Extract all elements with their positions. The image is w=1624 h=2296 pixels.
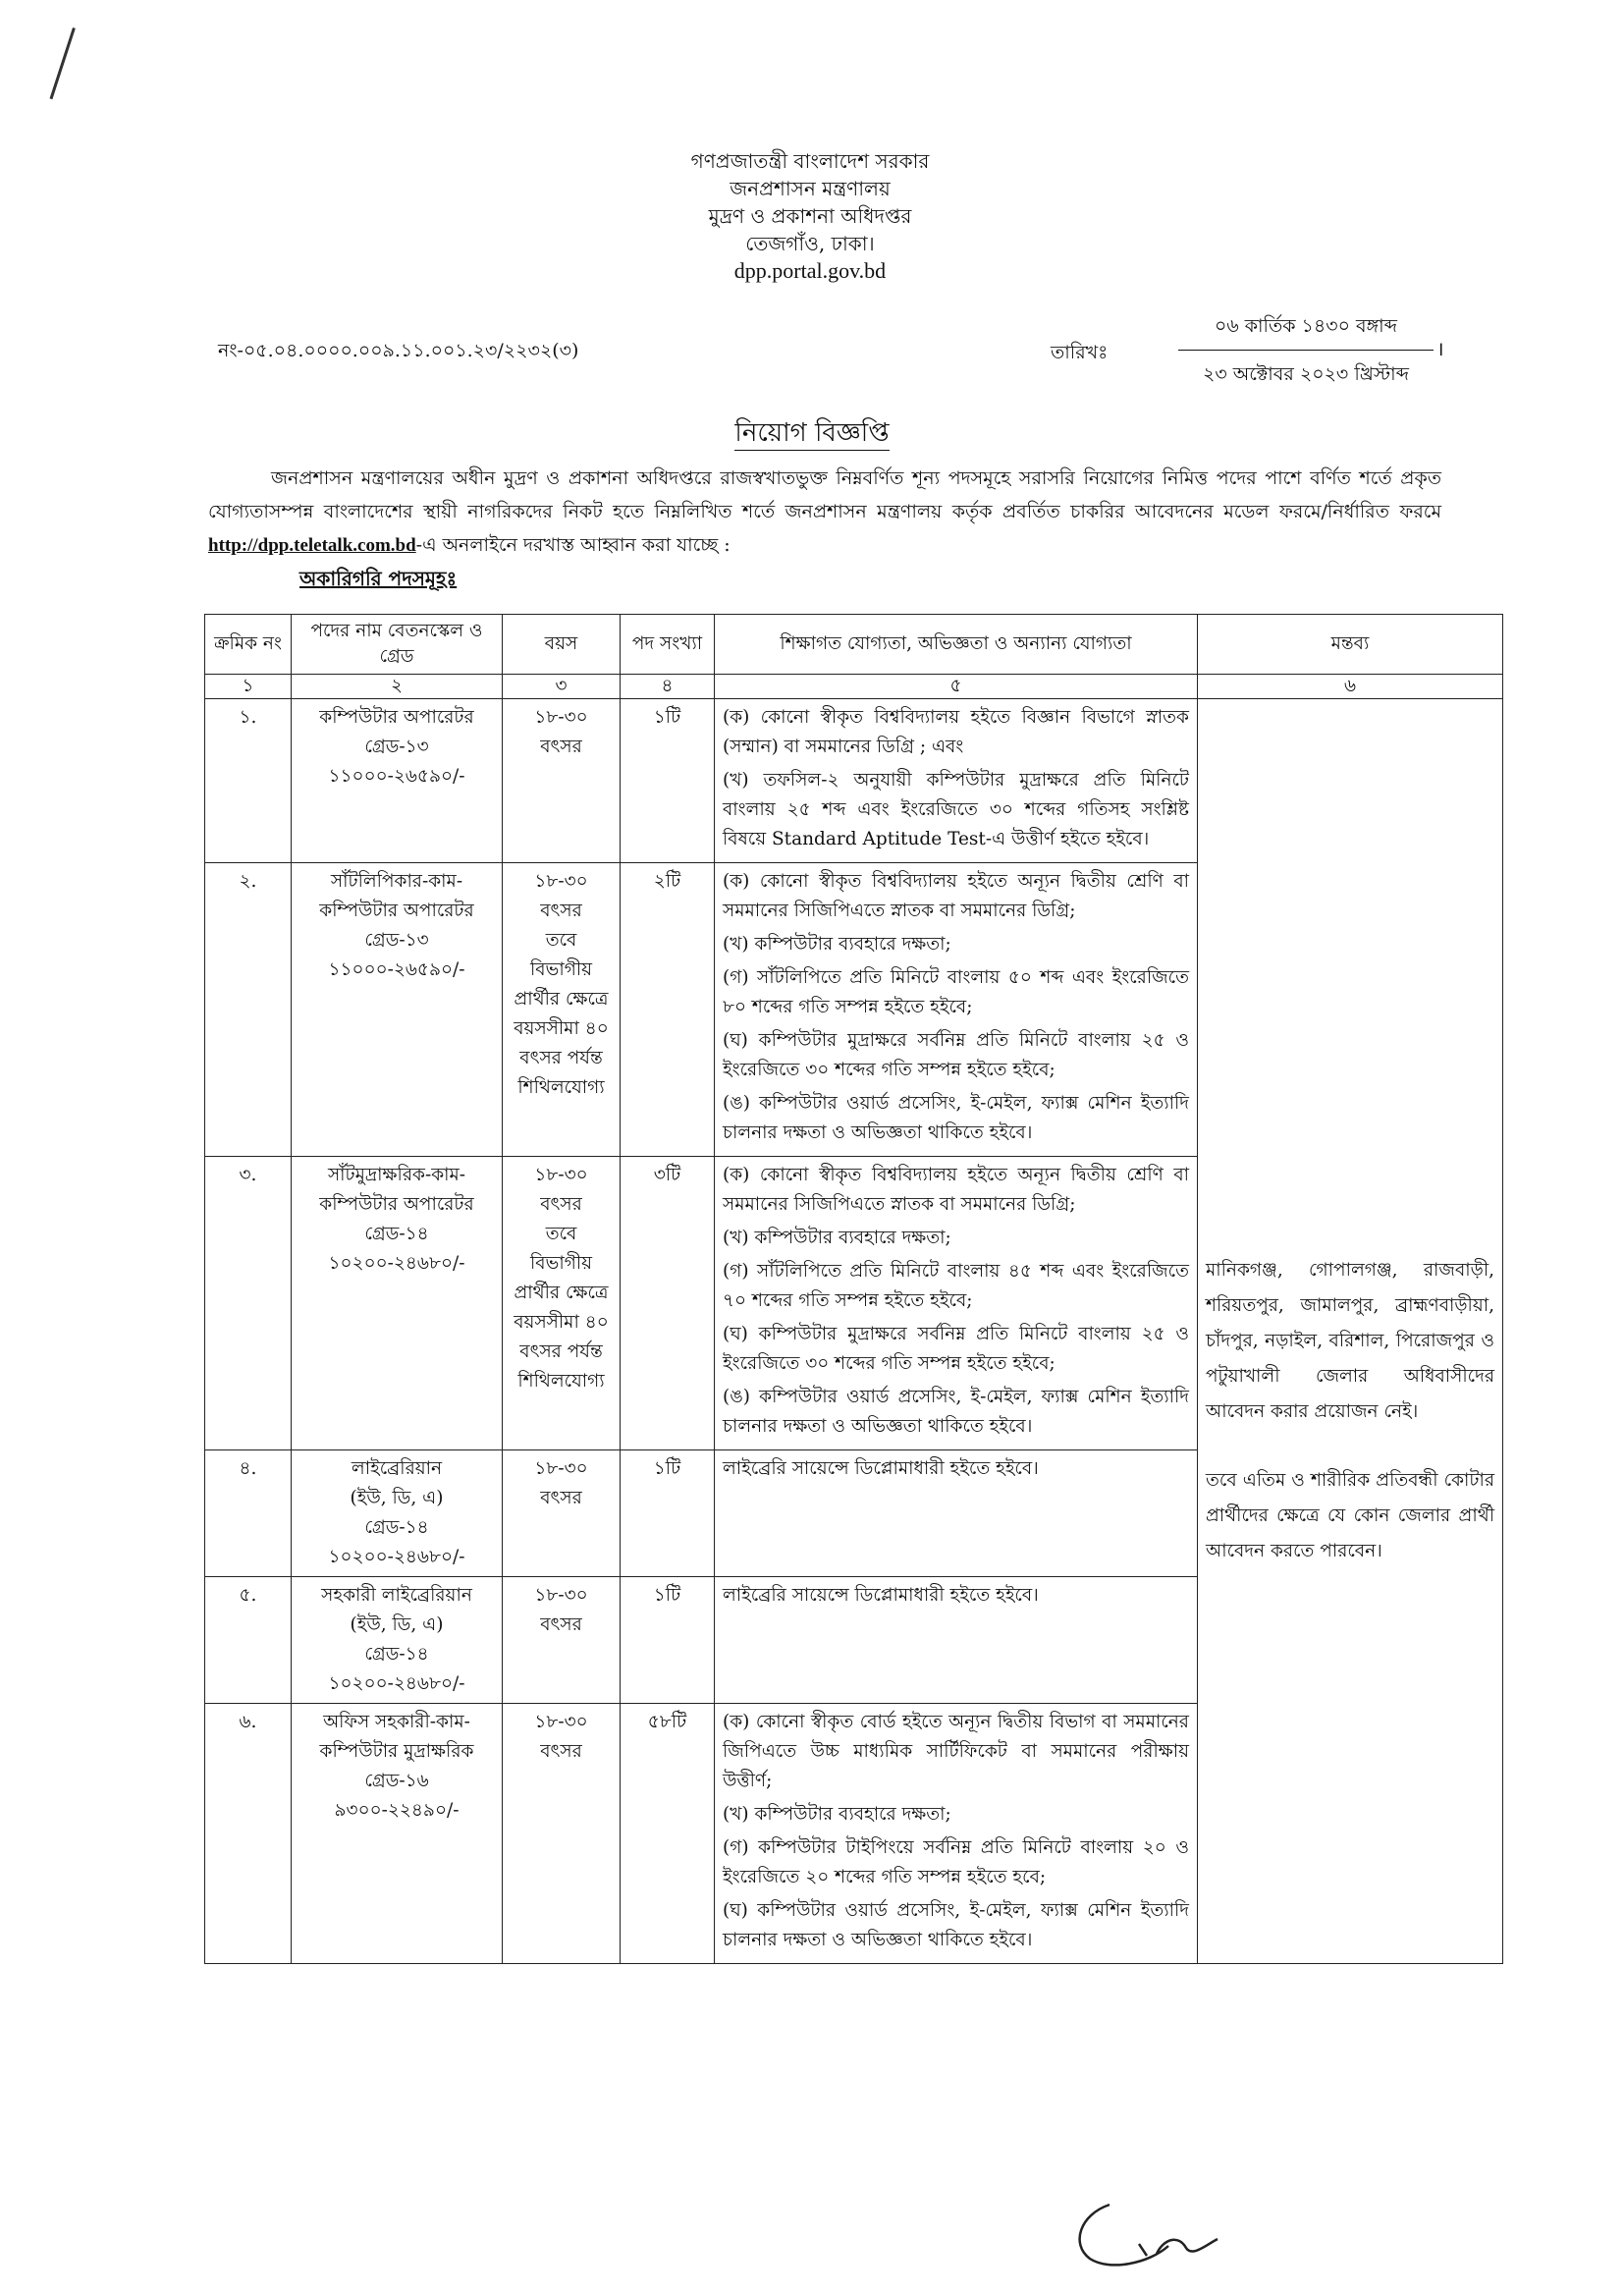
- post-name-line: লাইব্রেরিয়ান: [351, 1458, 443, 1479]
- age-line: তবে: [545, 1224, 577, 1244]
- qualification-item: (ঙ) কম্পিউটার ওয়ার্ড প্রসেসিং, ই-মেইল, ফ্যাক্স মেশিন ইত্যাদি চালনার দক্ষতা ও অভিজ্ঞতা থাকিতে হইবে।: [723, 1093, 1189, 1143]
- qualification-item: লাইব্রেরি সায়েন্সে ডিপ্লোমাধারী হইতে হইবে।: [723, 1458, 1039, 1479]
- header-age: বয়স: [503, 615, 621, 675]
- post-name-line: সহকারী লাইব্রেরিয়ান: [321, 1585, 472, 1606]
- index-cell: ১: [205, 675, 292, 699]
- qualification-item: (ঘ) কম্পিউটার মুদ্রাক্ষরে সর্বনিম্ন প্রতি মিনিটে বাংলায় ২৫ ও ইংরেজিতে ৩০ শব্দের গতি সম্পন্ন হইতে হইবে;: [723, 1324, 1189, 1374]
- post-count-cell: ১টি: [621, 699, 715, 863]
- age-cell: [503, 1704, 621, 1964]
- qualification-cell: [715, 699, 1198, 863]
- qualification-item: (গ) সাঁটলিপিতে প্রতি মিনিটে বাংলায় ৫০ শব্দ এবং ইংরেজিতে ৮০ শব্দের গতি সম্পন্ন হইতে হইবে;: [723, 967, 1189, 1017]
- age-line: ১৮-৩০: [534, 1585, 588, 1606]
- page-title-text: নিয়োগ বিজ্ঞপ্তি: [734, 418, 889, 451]
- age-line: বৎসর: [540, 1194, 582, 1215]
- age-line: বিভাগীয়: [529, 959, 593, 980]
- date-label: তারিখঃ: [1051, 342, 1109, 363]
- post-name-cell: [292, 1157, 503, 1450]
- post-name-cell: [292, 863, 503, 1157]
- post-name-line: গ্রেড-১৪: [364, 1517, 429, 1538]
- age-line: বৎসর পর্যন্ত: [519, 1341, 603, 1362]
- age-line: বৎসর: [540, 1741, 582, 1762]
- post-name-line: (ইউ, ডি, এ): [350, 1488, 444, 1508]
- table-row: [205, 699, 1503, 863]
- post-name-line: গ্রেড-১৩: [364, 737, 429, 757]
- header-line: তেজগাঁও, ঢাকা।: [745, 232, 875, 255]
- table-header-row: [205, 615, 1503, 675]
- age-line: প্রার্থীর ক্ষেত্রে: [514, 989, 609, 1010]
- age-line: ১৮-৩০: [534, 1165, 588, 1185]
- memo-number: নং-০৫.০৪.০০০০.০০৯.১১.০০১.২৩/২২৩২(৩): [218, 340, 579, 361]
- qualification-item: (খ) তফসিল-২ অনুযায়ী কম্পিউটার মুদ্রাক্ষরে প্রতি মিনিটে বাংলায় ২৫ শব্দ এবং ইংরেজিতে ৩০ শব্দের গতিসহ সংশ্লিষ্ট বিষয়ে Standard Aptitude Test-এ উত্তীর্ণ হইতে হইবে।: [723, 770, 1189, 849]
- qualification-item: (ক) কোনো স্বীকৃত বিশ্ববিদ্যালয় হইতে অন্যূন দ্বিতীয় শ্রেণি বা সমমানের সিজিপিএতে স্নাতক বা সমমানের ডিগ্রি;: [723, 871, 1189, 921]
- qualification-item: (ক) কোনো স্বীকৃত বিশ্ববিদ্যালয় হইতে অন্যূন দ্বিতীয় শ্রেণি বা সমমানের সিজিপিএতে স্নাতক বা সমমানের ডিগ্রি;: [723, 1165, 1189, 1215]
- age-line: বয়সসীমা ৪০: [514, 1018, 609, 1039]
- age-line: ১৮-৩০: [534, 707, 588, 728]
- qualification-cell: [715, 1704, 1198, 1964]
- post-name-line: গ্রেড-১৪: [364, 1224, 429, 1244]
- qualification-cell: [715, 1577, 1198, 1704]
- header-line: মুদ্রণ ও প্রকাশনা অধিদপ্তর: [708, 204, 912, 228]
- serial-cell: ১.: [205, 699, 292, 863]
- index-cell: ৬: [1198, 675, 1503, 699]
- qualification-item: (ক) কোনো স্বীকৃত বিশ্ববিদ্যালয় হইতে বিজ্ঞান বিভাগে স্নাতক (সম্মান) বা সমমানের ডিগ্রি ; এবং: [723, 707, 1189, 757]
- table-index-row: [205, 675, 1503, 699]
- post-name-line: (ইউ, ডি, এ): [350, 1614, 444, 1635]
- age-line: বিভাগীয়: [529, 1253, 593, 1274]
- qualification-item: (খ) কম্পিউটার ব্যবহারে দক্ষতা;: [723, 1804, 951, 1825]
- qualification-item: (গ) সাঁটলিপিতে প্রতি মিনিটে বাংলায় ৪৫ শব্দ এবং ইংরেজিতে ৭০ শব্দের গতি সম্পন্ন হইতে হইবে;: [723, 1261, 1189, 1311]
- age-line: ১৮-৩০: [534, 871, 588, 892]
- qualification-item: (ঙ) কম্পিউটার ওয়ার্ড প্রসেসিং, ই-মেইল, ফ্যাক্স মেশিন ইত্যাদি চালনার দক্ষতা ও অভিজ্ঞতা থাকিতে হইবে।: [723, 1387, 1189, 1437]
- post-name-line: কম্পিউটার অপারেটর: [319, 707, 474, 728]
- header-line: জনপ্রশাসন মন্ত্রণালয়: [730, 177, 891, 200]
- post-name-line: গ্রেড-১৩: [364, 930, 429, 951]
- qualification-item: (ঘ) কম্পিউটার মুদ্রাক্ষরে সর্বনিম্ন প্রতি মিনিটে বাংলায় ২৫ ও ইংরেজিতে ৩০ শব্দের গতি সম্পন্ন হইতে হইবে;: [723, 1030, 1189, 1080]
- remark-paragraph: তবে এতিম ও শারীরিক প্রতিবন্ধী কোটার প্রার্থীদের ক্ষেত্রে যে কোন জেলার প্রার্থী আবেদন করতে পারবেন।: [1206, 1470, 1494, 1561]
- age-line: তবে: [545, 930, 577, 951]
- header-remark: মন্তব্য: [1198, 615, 1503, 675]
- age-cell: [503, 1157, 621, 1450]
- age-line: বৎসর: [540, 737, 582, 757]
- post-name-line: ১০২০০-২৪৬৮০/-: [328, 1253, 465, 1274]
- serial-cell: ৫.: [205, 1577, 292, 1704]
- index-cell: ৩: [503, 675, 621, 699]
- serial-cell: ৬.: [205, 1704, 292, 1964]
- post-count-cell: ৩টি: [621, 1157, 715, 1450]
- age-line: শিথিলযোগ্য: [517, 1077, 605, 1098]
- post-count-cell: ১টি: [621, 1450, 715, 1577]
- qualification-cell: [715, 1157, 1198, 1450]
- date-bangla: ০৬ কার্তিক ১৪৩০ বঙ্গাব্দ: [1178, 312, 1434, 351]
- serial-cell: ৩.: [205, 1157, 292, 1450]
- post-name-line: ১০২০০-২৪৬৮০/-: [328, 1547, 465, 1567]
- age-line: বয়সসীমা ৪০: [514, 1312, 609, 1333]
- age-cell: [503, 1450, 621, 1577]
- header-post-name: পদের নাম বেতনস্কেল ও গ্রেড: [292, 615, 503, 675]
- intro-tail: -এ অনলাইনে দরখাস্ত আহ্বান করা যাচ্ছে :: [415, 534, 731, 556]
- qualification-item: (গ) কম্পিউটার টাইপিংয়ে সর্বনিম্ন প্রতি মিনিটে বাংলায় ২০ ও ইংরেজিতে ২০ শব্দের গতি সম্পন্ন হইতে হবে;: [723, 1837, 1189, 1887]
- post-count-cell: ২টি: [621, 863, 715, 1157]
- header-website: dpp.portal.gov.bd: [733, 258, 887, 283]
- post-name-line: সাঁটলিপিকার-কাম-কম্পিউটার অপারেটর: [319, 871, 474, 921]
- post-name-line: অফিস সহকারী-কাম-কম্পিউটার মুদ্রাক্ষরিক: [319, 1712, 474, 1762]
- age-line: বৎসর: [540, 901, 582, 921]
- date-block: [1178, 312, 1434, 392]
- index-cell: ২: [292, 675, 503, 699]
- post-name-line: গ্রেড-১৬: [364, 1771, 429, 1791]
- post-name-line: সাঁটমুদ্রাক্ষরিক-কাম-কম্পিউটার অপারেটর: [319, 1165, 474, 1215]
- qualification-item: (ঘ) কম্পিউটার ওয়ার্ড প্রসেসিং, ই-মেইল, ফ্যাক্স মেশিন ইত্যাদি চালনার দক্ষতা ও অভিজ্ঞতা থাকিতে হইবে।: [723, 1900, 1189, 1950]
- remark-paragraph: মানিকগঞ্জ, গোপালগঞ্জ, রাজবাড়ী, শরিয়তপুর, জামালপুর, ব্রাহ্মণবাড়ীয়া, চাঁদপুর, নড়াইল, বরিশাল, পিরোজপুর ও পটুয়াখালী জেলার অধিবাসীদের আবেদন করার প্রয়োজন নেই।: [1206, 1260, 1494, 1422]
- qualification-item: লাইব্রেরি সায়েন্সে ডিপ্লোমাধারী হইতে হইবে।: [723, 1585, 1039, 1606]
- application-link[interactable]: http://dpp.teletalk.com.bd: [208, 535, 416, 556]
- age-cell: [503, 1577, 621, 1704]
- post-count-cell: ১টি: [621, 1577, 715, 1704]
- posts-table: [204, 614, 1503, 1964]
- qualification-item: (খ) কম্পিউটার ব্যবহারে দক্ষতা;: [723, 1228, 951, 1248]
- post-name-cell: [292, 1450, 503, 1577]
- qualification-cell: [715, 863, 1198, 1157]
- intro-text: জনপ্রশাসন মন্ত্রণালয়ের অধীন মুদ্রণ ও প্রকাশনা অধিদপ্তরে রাজস্বখাতভুক্ত নিম্নবর্ণিত শূন্য পদসমূহে সরাসরি নিয়োগের নিমিত্ত পদের পাশে বর্ণিত শর্তে প্রকৃত যোগ্যতাসম্পন্ন বাংলাদেশের স্থায়ী নাগরিকদের নিকট হতে নিম্নলিখিত শর্তে জনপ্রশাসন মন্ত্রণালয় কর্তৃক প্রবর্তিত চাকরির আবেদনের মডেল ফরমে/নির্ধারিত ফরমে: [208, 467, 1441, 522]
- post-name-line: ১১০০০-২৬৫৯০/-: [328, 766, 465, 787]
- serial-cell: ২.: [205, 863, 292, 1157]
- remark-text: [1206, 703, 1494, 1569]
- header-post-count: পদ সংখ্যা: [621, 615, 715, 675]
- qualification-item: (ক) কোনো স্বীকৃত বোর্ড হইতে অন্যূন দ্বিতীয় বিভাগ বা সমমানের জিপিএতে উচ্চ মাধ্যমিক সার্টিফিকেট বা সমমানের পরীক্ষায় উত্তীর্ণ;: [723, 1712, 1189, 1791]
- header-qualification: শিক্ষাগত যোগ্যতা, অভিজ্ঞতা ও অন্যান্য যোগ্যতা: [715, 615, 1198, 675]
- post-name-cell: [292, 699, 503, 863]
- age-cell: [503, 699, 621, 863]
- age-line: ১৮-৩০: [534, 1712, 588, 1732]
- index-cell: ৪: [621, 675, 715, 699]
- header-serial: ক্রমিক নং: [205, 615, 292, 675]
- post-name-line: ১০২০০-২৪৬৮০/-: [328, 1673, 465, 1694]
- header-line: গণপ্রজাতন্ত্রী বাংলাদেশ সরকার: [690, 149, 930, 173]
- page-title: [0, 412, 1624, 456]
- post-name-line: ১১০০০-২৬৫৯০/-: [328, 959, 465, 980]
- remark-cell: [1198, 699, 1503, 1964]
- post-name-cell: [292, 1704, 503, 1964]
- post-name-line: গ্রেড-১৪: [364, 1644, 429, 1665]
- date-suffix: ।: [1436, 337, 1444, 360]
- post-count-cell: ৫৮টি: [621, 1704, 715, 1964]
- pen-mark: [50, 27, 76, 99]
- age-line: প্রার্থীর ক্ষেত্রে: [514, 1283, 609, 1303]
- age-line: বৎসর: [540, 1488, 582, 1508]
- qualification-item: (খ) কম্পিউটার ব্যবহারে দক্ষতা;: [723, 934, 951, 955]
- age-line: ১৮-৩০: [534, 1458, 588, 1479]
- intro-paragraph: [208, 462, 1441, 563]
- qualification-cell: [715, 1450, 1198, 1577]
- date-english: ২৩ অক্টোবর ২০২৩ খ্রিস্টাব্দ: [1203, 363, 1409, 385]
- signature-mark: [1070, 2185, 1237, 2273]
- age-line: শিথিলযোগ্য: [517, 1371, 605, 1392]
- table-body: [205, 699, 1503, 1964]
- age-cell: [503, 863, 621, 1157]
- post-name-cell: [292, 1577, 503, 1704]
- index-cell: ৫: [715, 675, 1198, 699]
- post-name-line: ৯৩০০-২২৪৯০/-: [334, 1800, 460, 1821]
- age-line: বৎসর: [540, 1614, 582, 1635]
- age-line: বৎসর পর্যন্ত: [519, 1048, 603, 1068]
- serial-cell: ৪.: [205, 1450, 292, 1577]
- section-title: অকারিগরি পদসমূহঃ: [299, 567, 458, 590]
- government-header: [550, 147, 1070, 285]
